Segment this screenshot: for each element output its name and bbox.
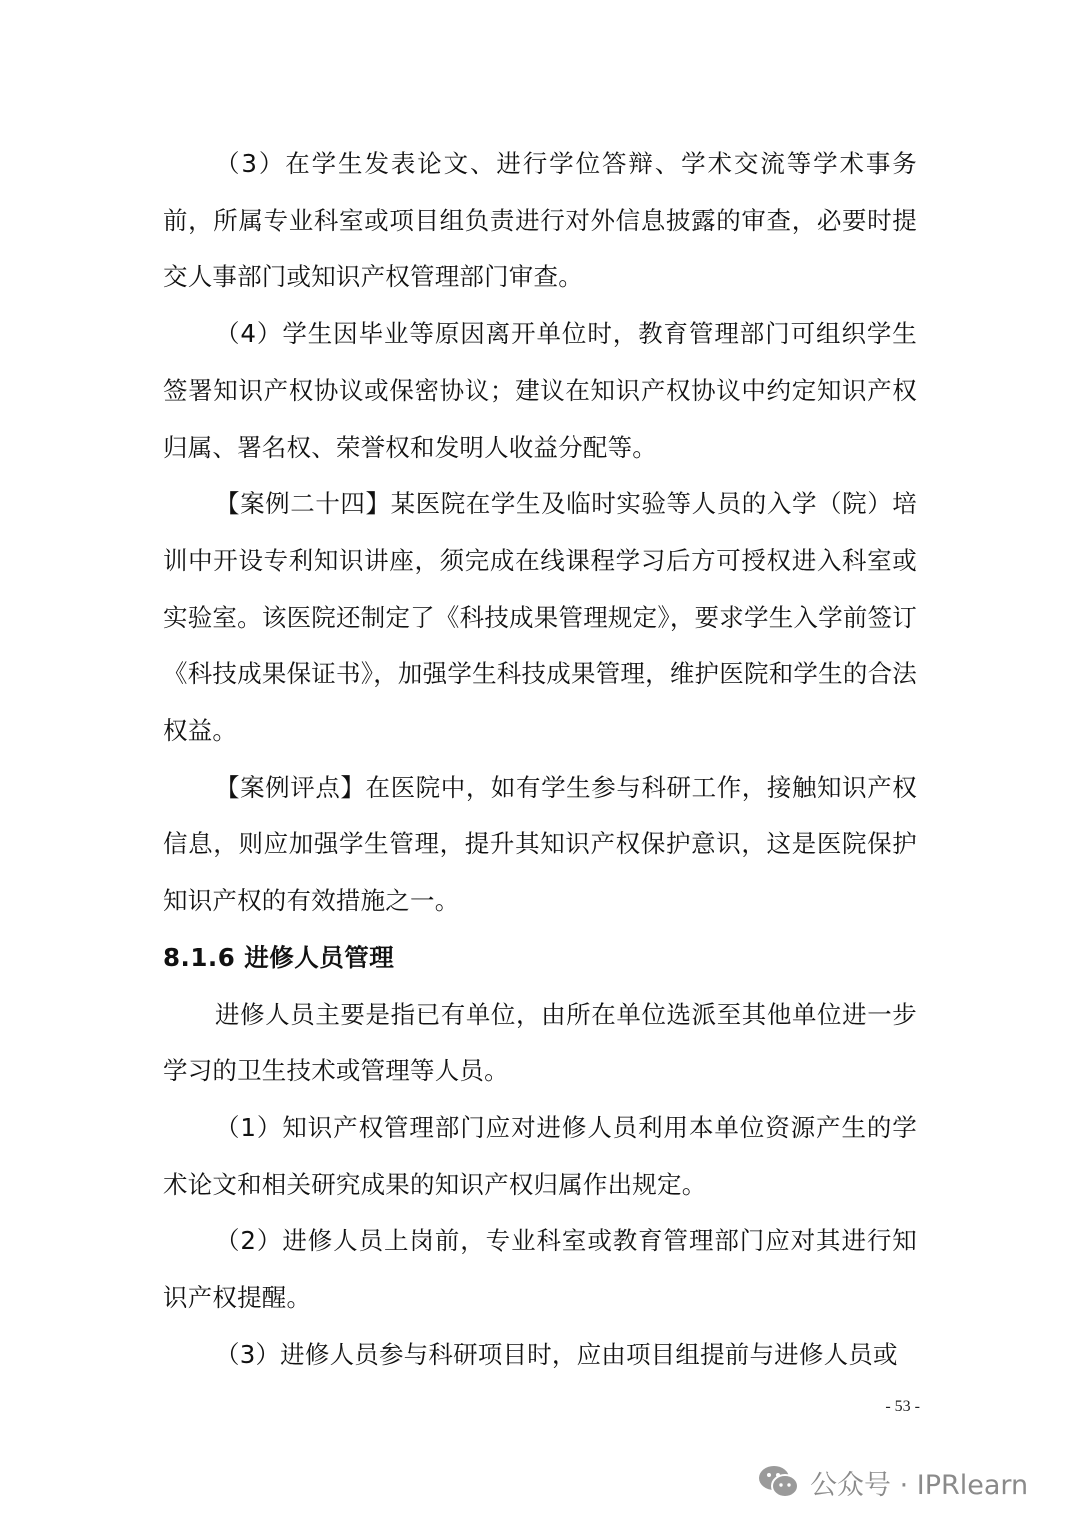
watermark xyxy=(758,1458,1028,1506)
section-heading: 8.1.6 进修人员管理 xyxy=(163,942,395,972)
paragraph-item-3: （3）在学生发表论文、进行学位答辩、学术交流等学术事务前，所属专业科室或项目组负责进行对外信息披露的审查，必要时提交人事部门或知识产权管理部门审查。 xyxy=(163,149,917,292)
wechat-icon xyxy=(758,1464,800,1500)
section-intro-paragraph: 进修人员主要是指已有单位，由所在单位选派至其他单位进一步学习的卫生技术或管理等人员。 xyxy=(163,999,917,1086)
section-item-1: （1）知识产权管理部门应对进修人员利用本单位资源产生的学术论文和相关研究成果的知识产权归属作出规定。 xyxy=(163,1112,917,1199)
case-paragraph: 【案例二十四】某医院在学生及临时实验等人员的入学（院）培训中开设专利知识讲座，须完成在线课程学习后方可授权进入科室或实验室。该医院还制定了《科技成果管理规定》，要求学生入学前签订《科技成果保证书》，加强学生科技成果管理，维护医院和学生的合法权益。 xyxy=(163,489,917,746)
paragraph-item-4: （4）学生因毕业等原因离开单位时，教育管理部门可组织学生签署知识产权协议或保密协议；建议在知识产权协议中约定知识产权归属、署名权、荣誉权和发明人收益分配等。 xyxy=(163,319,917,462)
watermark-text: 公众号 · IPRlearn xyxy=(810,1469,1029,1501)
body-text xyxy=(163,136,917,1383)
case-comment-paragraph: 【案例评点】在医院中，如有学生参与科研工作，接触知识产权信息，则应加强学生管理，提升其知识产权保护意识，这是医院保护知识产权的有效措施之一。 xyxy=(163,772,917,916)
section-item-3: （3）进修人员参与科研项目时，应由项目组提前与进修人员或 xyxy=(215,1339,898,1369)
page-number: - 53 - xyxy=(885,1398,920,1415)
section-item-2: （2）进修人员上岗前，专业科室或教育管理部门应对其进行知识产权提醒。 xyxy=(163,1226,917,1313)
